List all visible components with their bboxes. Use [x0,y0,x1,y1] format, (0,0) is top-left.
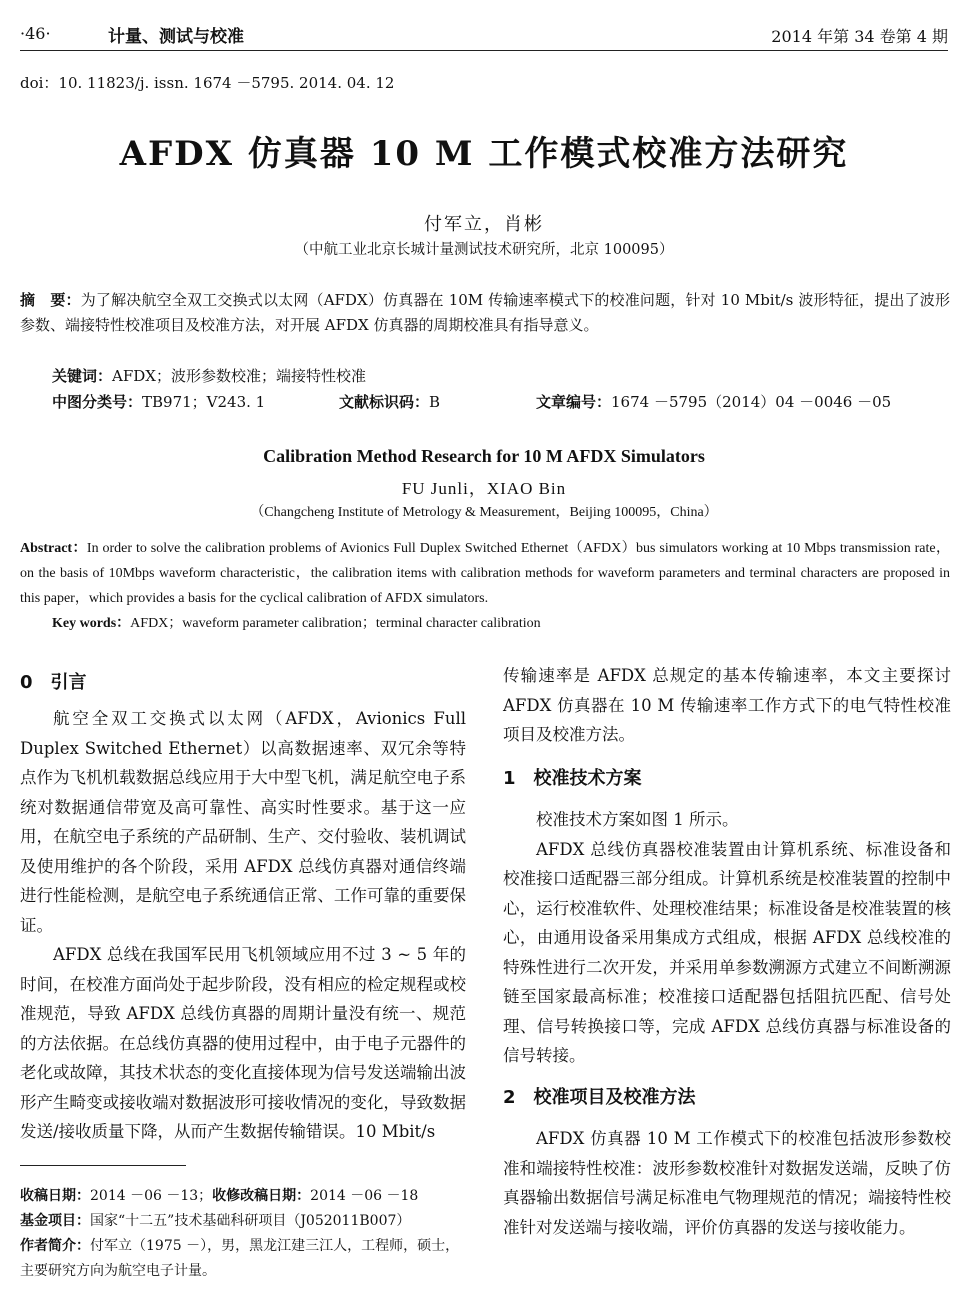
intro-paragraph-1: 航空全双工交换式以太网（AFDX，Avionics Full Duplex Switched Ethernet）以高数据速率、双冗余等特点作为飞机机载数据总线应用于大中型飞机，满足航空电子系统对数据通信带宽及高可靠性、高实时性要求。基于这一应用，在航空电子系统的产品研制、生产、交付验收、装机调试及使用维护的各个阶段，采用 AFDX 总线仿真器对通信终端进行性能检测，是航空电子系统通信正常、工作可靠的重要保证。 [20,709,466,935]
footnote-author [20,1234,466,1284]
footnote-dates [20,1184,466,1209]
section-1-paragraph-2: AFDX 总线仿真器校准装置由计算机系统、标准设备和校准接口适配器三部分组成。计算机系统是校准装置的控制中心，运行校准软件、处理校准结果；标准设备是校准装置的核心，由通用设备采用集成方式组成，根据 AFDX 总线校准的特殊性进行二次开发，并采用单参数溯源方式建立不间断溯源链至国家最高标准；校准接口适配器包括阻抗匹配、信号处理、信号转换接口等，完成 AFDX 总线仿真器与标准设备的信号转接。 [503,839,951,1065]
section-2-paragraph-1: AFDX 仿真器 10 M 工作模式下的校准包括波形参数校准和端接特性校准：波形参数校准针对数据发送端，反映了仿真器输出数据信号满足标准电气物理规范的情况；端接特性校准针对发送端与接收端，评价仿真器的发送与接收能力。 [503,1129,951,1237]
journal-issue: 2014 年第 34 卷第 4 期 [771,27,948,46]
section-2-heading: 2 校准项目及校准方法 [503,1086,696,1108]
author-label: 作者简介： [20,1238,90,1254]
article-number [536,391,891,412]
english-abstract [20,536,950,611]
affiliation: （中航工业北京长城计量测试技术研究所，北京 100095） [294,242,674,258]
running-header [20,22,948,51]
journal-section: 计量、测试与校准 [108,27,244,47]
doc-label: 文献标识码： [339,393,430,411]
received-value: 2014 －06 －13； [90,1188,213,1204]
clc-label: 中图分类号： [52,393,143,411]
doc-value: B [429,393,441,411]
page-number: ·46· [20,24,51,43]
english-keywords-text: AFDX；waveform parameter calibration；terminal character calibration [130,616,541,631]
footnotes [20,1184,466,1284]
section-1-paragraph-1: 校准技术方案如图 1 所示。 [536,810,739,829]
section-0-heading: 0 引言 [20,672,87,693]
footnote-fund [20,1209,466,1234]
article-label: 文章编号： [536,393,612,411]
right-column [503,661,951,1242]
english-abstract-text: In order to solve the calibration problems of Avionics Full Duplex Switched Ethernet（AFDX）bus simulators working at 10 Mbps transmission rate，on the basis of 10Mbps waveform characteristic，the calibration items with calibration methods for waveform parameters and terminal characters are proposed in this paper，which provides a basis for the cyclical calibration of AFDX simulators. [20,541,950,606]
clc-value: TB971；V243. 1 [142,393,266,411]
keywords-cn-label: 关键词： [52,367,113,385]
intro-paragraph-2: AFDX 总线在我国军民用飞机领域应用不过 3 ~ 5 年的时间，在校准方面尚处于起步阶段，没有相应的检定规程或校准规范，导致 AFDX 总线仿真器的周期计量没有统一、规范的方法依据。在总线仿真器的使用过程中，由于电子元器件的老化或故障，其技术状态的变化直接体现为信号发送端输出波形产生畸变或接收端对数据波形可接收情况的变化，导致数据发送/接收质量下降，从而产生数据传输错误。10 Mbit/s [20,945,466,1141]
english-authors: FU Junli，XIAO Bin [401,479,567,498]
abstract-cn-text: 为了解决航空全双工交换式以太网（AFDX）仿真器在 10M 传输速率模式下的校准问题，针对 10 Mbit/s 波形特征，提出了波形参数、端接特性校准项目及校准方法，对开展 AFDX 仿真器的周期校准具有指导意义。 [20,291,950,334]
english-abstract-label: Abstract： [20,541,87,556]
fund-label: 基金项目： [20,1213,90,1229]
received-label: 收稿日期： [20,1188,90,1204]
revised-label: 收修改稿日期： [212,1188,311,1204]
author-value: 付军立（1975 －），男，黑龙江建三江人，工程师，硕士，主要研究方向为航空电子计量。 [20,1238,460,1279]
fund-value: 国家“十二五”技术基础科研项目（J052011B007） [90,1213,411,1229]
footnote-rule [20,1165,186,1166]
doc-code [339,391,440,412]
article-value: 1674 －5795（2014）04 －0046 －05 [611,393,892,411]
english-affiliation: （Changcheng Institute of Metrology & Measurement，Beijing 100095，China） [250,505,718,520]
clc-code [52,391,265,412]
revised-value: 2014 －06 －18 [310,1188,419,1204]
keywords-cn-text: AFDX；波形参数校准；端接特性校准 [112,367,366,385]
section-1-heading: 1 校准技术方案 [503,767,642,789]
authors: 付军立，肖彬 [424,214,544,235]
english-title: Calibration Method Research for 10 M AFDX Simulators [263,446,705,466]
paper-title: AFDX 仿真器 10 M 工作模式校准方法研究 [119,134,849,174]
intro-continued: 传输速率是 AFDX 总规定的基本传输速率，本文主要探讨 AFDX 仿真器在 10 M 传输速率工作方式下的电气特性校准项目及校准方法。 [503,666,951,744]
abstract-cn-label: 摘 要： [20,291,81,309]
english-keywords [52,612,541,632]
english-keywords-label: Key words： [52,616,131,631]
abstract-cn [20,288,950,338]
keywords-cn [52,365,366,386]
doi[interactable]: doi：10. 11823/j. issn. 1674 －5795. 2014. 04. 12 [20,74,395,92]
left-column [20,704,466,1147]
